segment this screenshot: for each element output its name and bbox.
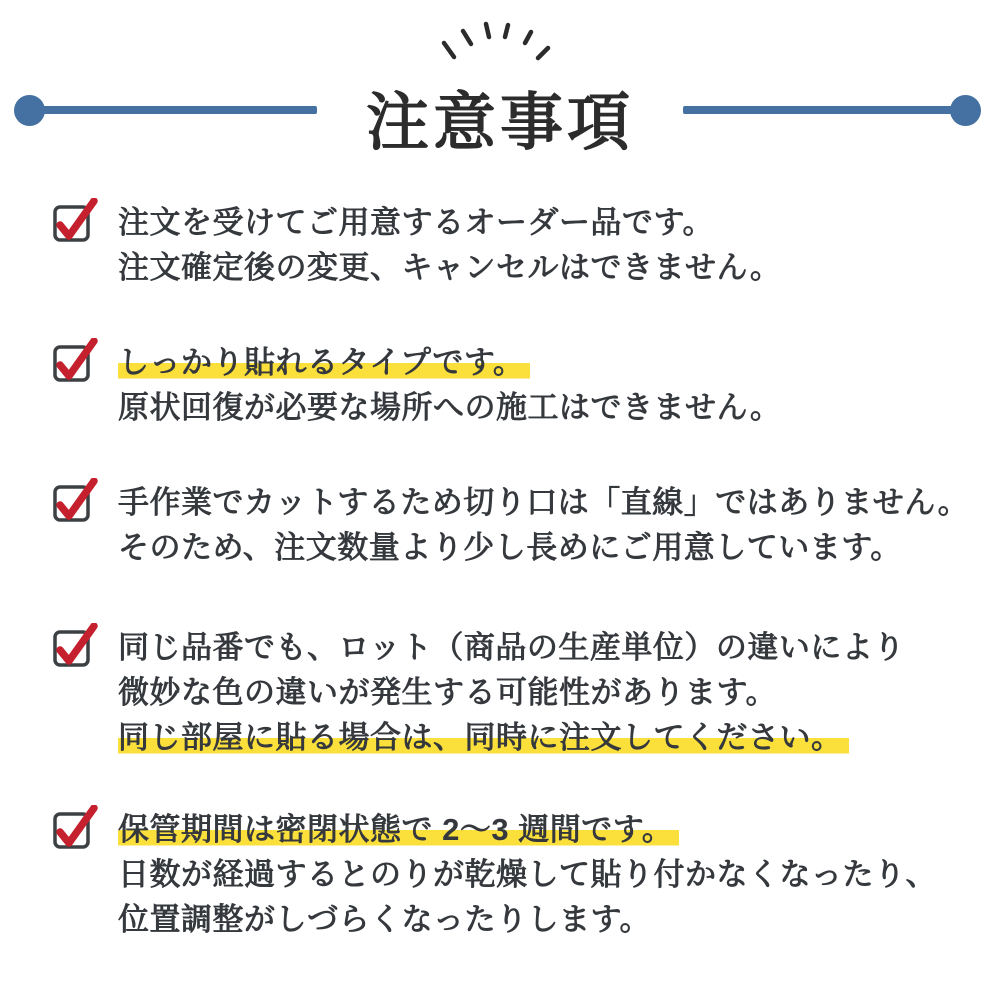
highlighted-text: 同じ部屋に貼る場合は、同時に注文してください。 bbox=[118, 720, 849, 755]
note-item bbox=[52, 807, 970, 942]
note-line: 注文を受けてご用意するオーダー品です。 bbox=[118, 205, 715, 240]
note-line: そのため、注文数量より少し長めにご用意しています。 bbox=[118, 530, 902, 565]
note-line: 原状回復が必要な場所への施工はできません。 bbox=[118, 390, 782, 425]
page-title: 注意事項 bbox=[366, 88, 634, 158]
note-line: 微妙な色の違いが発生する可能性があります。 bbox=[118, 675, 778, 710]
checked-checkbox-icon bbox=[52, 198, 98, 246]
note-item bbox=[52, 340, 970, 430]
note-line: 手作業でカットするため切り口は「直線」ではありません。 bbox=[118, 485, 970, 520]
note-line bbox=[118, 340, 970, 385]
header-rule-right bbox=[683, 106, 965, 114]
note-line: 日数が経過するとのりが乾燥して貼り付かなくなったり、 bbox=[118, 857, 937, 892]
note-line bbox=[118, 807, 970, 852]
note-line bbox=[118, 715, 970, 760]
emphasis-rays-icon bbox=[438, 14, 558, 64]
note-line: 同じ品番でも、ロット（商品の生産単位）の違いにより bbox=[118, 630, 905, 665]
checked-checkbox-icon bbox=[52, 623, 98, 671]
checked-checkbox-icon bbox=[52, 478, 98, 526]
highlighted-text: しっかり貼れるタイプです。 bbox=[118, 345, 530, 380]
checked-checkbox-icon bbox=[52, 805, 98, 853]
header-dot-right bbox=[950, 95, 981, 126]
note-item bbox=[52, 200, 970, 290]
highlighted-text: 保管期間は密閉状態で 2〜3 週間です。 bbox=[118, 812, 679, 847]
note-item bbox=[52, 480, 970, 570]
note-item bbox=[52, 625, 970, 760]
note-line: 位置調整がしづらくなったりします。 bbox=[118, 902, 652, 937]
header bbox=[0, 0, 1000, 180]
note-line: 注文確定後の変更、キャンセルはできません。 bbox=[118, 250, 782, 285]
checked-checkbox-icon bbox=[52, 338, 98, 386]
